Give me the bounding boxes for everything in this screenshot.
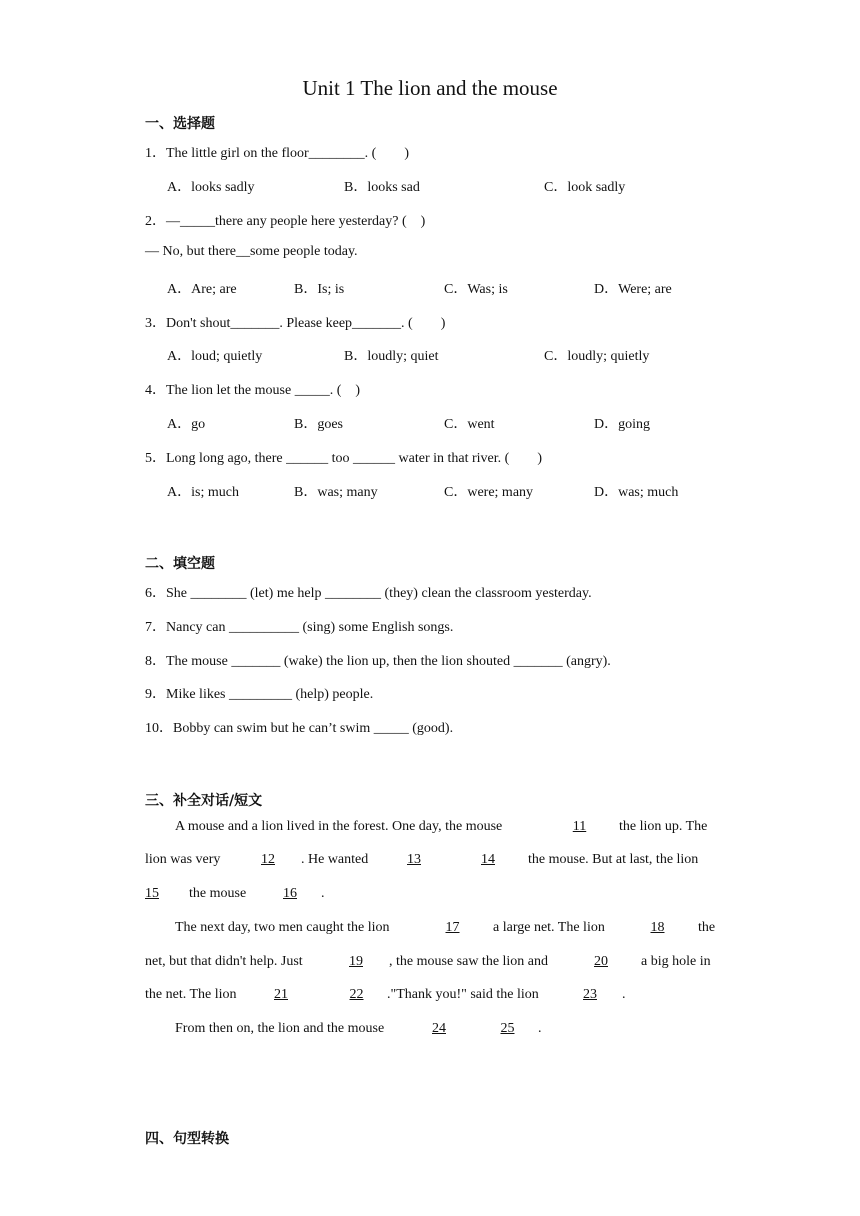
blank-15: 15 — [145, 886, 159, 901]
question-5: 5．Long long ago, there ______ too ______ water in that river. ( ) — [145, 451, 542, 466]
passage-text: the mouse. But at last, the lion — [528, 852, 699, 867]
section-heading-transform: 四、句型转换 — [145, 1131, 229, 1147]
passage-text: . — [538, 1021, 542, 1036]
q4-option-d: D．going — [594, 417, 650, 432]
q2-option-d: D．Were; are — [594, 282, 672, 297]
page-title: Unit 1 The lion and the mouse — [302, 76, 558, 100]
q2-option-a: A．Are; are — [167, 282, 237, 297]
blank-19: 19 — [349, 954, 363, 969]
q3-option-a: A．loud; quietly — [167, 349, 263, 364]
blank-16: 16 — [283, 886, 297, 901]
question-4: 4．The lion let the mouse _____. ( ) — [145, 383, 361, 398]
question-1: 1．The little girl on the floor________. ( ) — [145, 146, 410, 161]
q4-option-b: B．goes — [294, 417, 343, 432]
q5-option-b: B．was; many — [294, 485, 378, 500]
fill-question-8: 8．The mouse _______ (wake) the lion up, then the lion shouted _______ (angry). — [145, 654, 611, 669]
q5-option-d: D．was; much — [594, 485, 679, 500]
blank-17: 17 — [445, 920, 460, 935]
q1-option-b: B．looks sad — [344, 180, 420, 195]
blank-22: 22 — [349, 987, 364, 1002]
q1-option-a: A．looks sadly — [167, 180, 255, 195]
section-heading-choice: 一、选择题 — [145, 116, 215, 132]
passage-text: the net. The lion — [145, 987, 237, 1002]
passage-text: the — [698, 920, 716, 935]
passage-text: the mouse — [189, 886, 247, 901]
passage-text: . He wanted — [301, 852, 369, 867]
passage-text: net, but that didn't help. Just — [145, 954, 303, 969]
q1-option-c: C．look sadly — [544, 180, 626, 195]
blank-24: 24 — [432, 1021, 446, 1036]
passage-text: A mouse and a lion lived in the forest. One day, the mouse — [175, 819, 503, 834]
blank-13: 13 — [407, 852, 421, 867]
passage-text: From then on, the lion and the mouse — [175, 1021, 385, 1036]
q3-option-b: B．loudly; quiet — [344, 349, 439, 364]
section-heading-fill: 二、填空题 — [145, 556, 215, 572]
q5-option-a: A．is; much — [167, 485, 239, 500]
fill-question-6: 6．She ________ (let) me help ________ (they) clean the classroom yesterday. — [145, 586, 592, 601]
fill-question-10: 10．Bobby can swim but he can’t swim _____ (good). — [145, 721, 454, 736]
passage-text: the lion up. The — [619, 819, 708, 834]
q4-option-c: C．went — [444, 417, 495, 432]
blank-25: 25 — [500, 1021, 515, 1036]
blank-23: 23 — [583, 987, 597, 1002]
fill-question-7: 7．Nancy can __________ (sing) some English songs. — [145, 620, 454, 635]
blank-14: 14 — [481, 852, 495, 867]
question-2: 2．—_____there any people here yesterday? ( ) — [145, 214, 426, 229]
q3-option-c: C．loudly; quietly — [544, 349, 650, 364]
blank-12: 12 — [261, 852, 275, 867]
blank-20: 20 — [594, 954, 608, 969]
blank-11: 11 — [572, 819, 587, 834]
passage-text: . — [321, 886, 325, 901]
passage-text: a large net. The lion — [493, 920, 605, 935]
question-3: 3．Don't shout_______. Please keep_______. ( ) — [145, 316, 446, 331]
question-2-line2: — No, but there__some people today. — [145, 244, 358, 259]
q2-option-c: C．Was; is — [444, 282, 508, 297]
blank-21: 21 — [274, 987, 288, 1002]
q4-option-a: A．go — [167, 417, 206, 432]
fill-question-9: 9．Mike likes _________ (help) people. — [145, 687, 374, 702]
passage-text: The next day, two men caught the lion — [175, 920, 390, 935]
passage-text: lion was very — [145, 852, 221, 867]
passage-text: . — [622, 987, 626, 1002]
section-heading-cloze: 三、补全对话/短文 — [145, 793, 263, 809]
q5-option-c: C．were; many — [444, 485, 534, 500]
passage-text: a big hole in — [641, 954, 711, 969]
passage-text: , the mouse saw the lion and — [389, 954, 549, 969]
q2-option-b: B．Is; is — [294, 282, 345, 297]
passage-text: ."Thank you!" said the lion — [387, 987, 539, 1002]
blank-18: 18 — [650, 920, 665, 935]
